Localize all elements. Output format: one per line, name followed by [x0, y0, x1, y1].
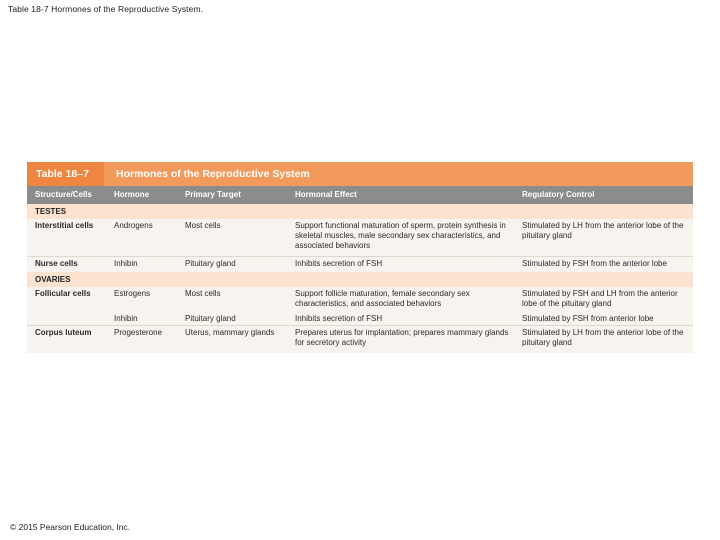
cell-control: Stimulated by FSH from the anterior lobe	[522, 259, 667, 268]
cell-effect: Inhibits secretion of FSH	[295, 259, 383, 268]
header-effect: Hormonal Effect	[295, 190, 357, 199]
cell-effect: Inhibits secretion of FSH	[295, 314, 383, 323]
table-row	[27, 312, 693, 325]
header-target: Primary Target	[185, 190, 241, 199]
cell-target: Most cells	[185, 289, 221, 298]
cell-structure: Interstitial cells	[35, 221, 94, 230]
table-row	[27, 256, 693, 272]
cell-hormone: Androgens	[114, 221, 153, 230]
cell-effect: Support functional maturation of sperm, protein synthesis in skeletal muscles, male secondary sex characteristics, and associated behaviors	[295, 221, 506, 250]
table-row	[27, 287, 693, 312]
cell-hormone: Progesterone	[114, 328, 163, 337]
table-row	[27, 219, 693, 256]
header-hormone: Hormone	[114, 190, 150, 199]
cell-control: Stimulated by LH from the anterior lobe of the pituitary gland	[522, 328, 684, 347]
cell-structure: Corpus luteum	[35, 328, 92, 337]
slide-title: Table 18-7 Hormones of the Reproductive System.	[8, 4, 204, 14]
cell-hormone: Inhibin	[114, 314, 138, 323]
cell-structure	[27, 312, 106, 325]
table-header-row	[27, 186, 693, 204]
section-testes: TESTES	[27, 204, 693, 219]
table-row	[27, 325, 693, 353]
cell-structure: Follicular cells	[35, 289, 91, 298]
cell-target: Uterus, mammary glands	[185, 328, 275, 337]
cell-effect: Support follicle maturation, female secondary sex characteristics, and associated behaviors	[295, 289, 470, 308]
table-number: Table 18–7	[27, 162, 104, 186]
hormone-table	[27, 162, 693, 353]
header-control: Regulatory Control	[522, 190, 595, 199]
header-structure: Structure/Cells	[35, 190, 92, 199]
cell-control: Stimulated by FSH from anterior lobe	[522, 314, 654, 323]
cell-target: Most cells	[185, 221, 221, 230]
table-title-bar	[27, 162, 693, 186]
cell-control: Stimulated by FSH and LH from the anterior lobe of the pituitary gland	[522, 289, 678, 308]
copyright-notice: © 2015 Pearson Education, Inc.	[10, 522, 131, 532]
section-ovaries: OVARIES	[27, 272, 693, 287]
cell-target: Pituitary gland	[185, 314, 236, 323]
cell-control: Stimulated by LH from the anterior lobe of the pituitary gland	[522, 221, 684, 240]
cell-effect: Prepares uterus for implantation; prepares mammary glands for secretory activity	[295, 328, 509, 347]
cell-structure: Nurse cells	[35, 259, 78, 268]
cell-target: Pituitary gland	[185, 259, 236, 268]
cell-hormone: Estrogens	[114, 289, 151, 298]
table-caption: Hormones of the Reproductive System	[116, 168, 310, 180]
cell-hormone: Inhibin	[114, 259, 138, 268]
